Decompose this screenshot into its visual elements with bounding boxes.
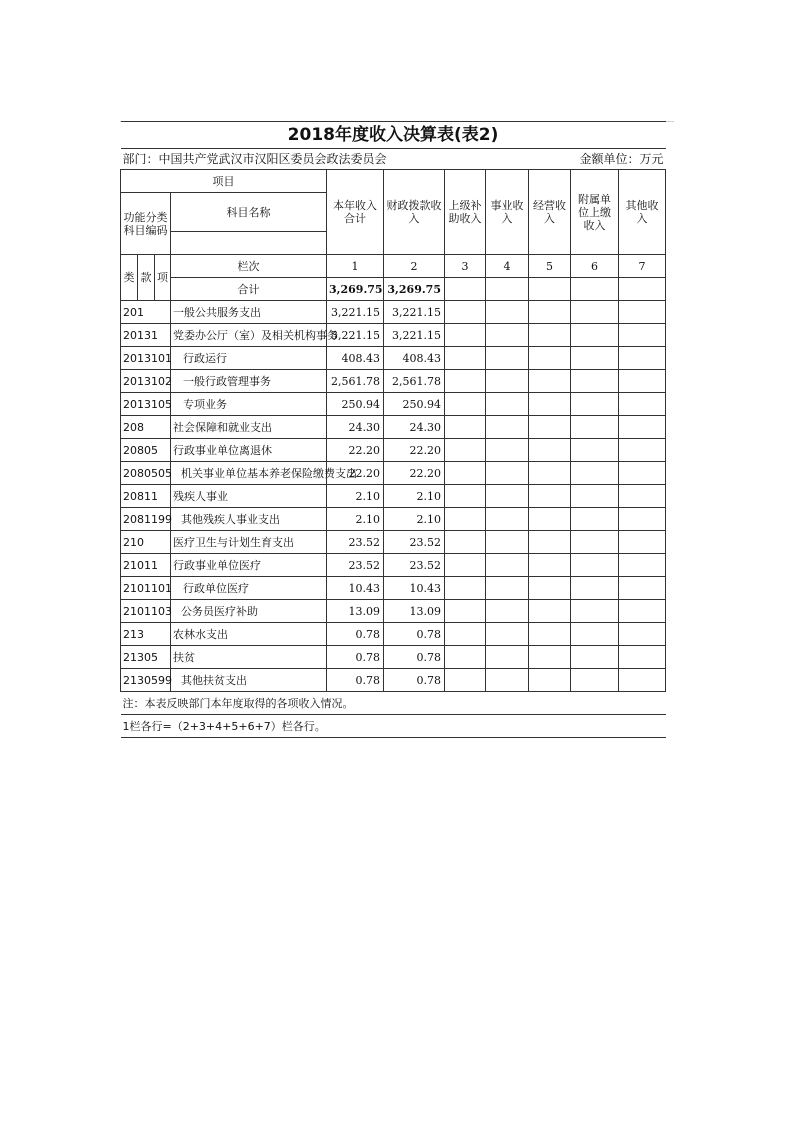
empty-cell [529,324,571,347]
empty-cell [486,370,529,393]
empty-cell [486,462,529,485]
row-code: 21011 [121,554,171,577]
header-lei: 类 [121,255,138,301]
income-table [120,121,666,738]
row-name: 行政事业单位医疗 [171,554,327,577]
empty-cell [571,347,619,370]
row-code: 2101103 [121,600,171,623]
empty-cell [529,301,571,324]
table-row [121,347,666,370]
row-code: 2080505 [121,462,171,485]
table-row [121,485,666,508]
empty-cell [619,531,666,554]
header-fiscal: 财政拨款收入 [384,170,445,255]
row-name: 医疗卫生与计划生育支出 [171,531,327,554]
row-code: 2013101 [121,347,171,370]
empty-cell [445,554,486,577]
row-total: 10.43 [327,577,384,600]
row-total: 0.78 [327,623,384,646]
row-total: 22.20 [327,462,384,485]
empty-cell [571,623,619,646]
row-total: 24.30 [327,416,384,439]
empty-cell [529,669,571,692]
table-row [121,623,666,646]
row-code: 20805 [121,439,171,462]
row-total: 23.52 [327,554,384,577]
column-number: 3 [445,255,486,278]
row-code: 208 [121,416,171,439]
empty-cell [529,439,571,462]
empty-cell [445,416,486,439]
row-code: 20811 [121,485,171,508]
row-fiscal: 408.43 [384,347,445,370]
row-fiscal: 0.78 [384,669,445,692]
row-fiscal: 2.10 [384,508,445,531]
empty-cell [445,439,486,462]
row-fiscal: 0.78 [384,623,445,646]
empty-cell [619,623,666,646]
row-code: 213 [121,623,171,646]
row-fiscal: 2,561.78 [384,370,445,393]
header-total: 本年收入合计 [327,170,384,255]
empty-cell [486,669,529,692]
empty-cell [619,301,666,324]
row-name: 其他扶贫支出 [171,669,327,692]
header-affiliated: 附属单位上缴收入 [571,170,619,255]
table-row [121,554,666,577]
empty-cell [486,508,529,531]
header-xiang: 项 [155,255,171,301]
total-row-fiscal: 3,269.75 [384,278,445,301]
empty-cell [619,462,666,485]
header-spacer [171,232,327,255]
empty-cell [619,347,666,370]
row-fiscal: 22.20 [384,462,445,485]
empty-cell [445,577,486,600]
row-code: 21305 [121,646,171,669]
empty-cell [445,324,486,347]
row-total: 2,561.78 [327,370,384,393]
column-number: 5 [529,255,571,278]
empty-cell [571,554,619,577]
empty-cell [529,646,571,669]
note-1: 注：本表反映部门本年度取得的各项收入情况。 [121,692,666,715]
header-business: 事业收入 [486,170,529,255]
empty-cell [529,278,571,301]
empty-cell [486,646,529,669]
empty-cell [486,623,529,646]
table-row [121,600,666,623]
empty-cell [486,600,529,623]
row-code: 210 [121,531,171,554]
empty-cell [619,577,666,600]
empty-cell [486,554,529,577]
empty-cell [445,600,486,623]
empty-cell [571,577,619,600]
empty-cell [571,278,619,301]
row-total: 408.43 [327,347,384,370]
faint-header-row [120,107,674,122]
table-row [121,646,666,669]
empty-cell [445,669,486,692]
table-row [121,531,666,554]
unit-label: 金额单位：万元 [579,151,664,166]
empty-cell [529,531,571,554]
row-name: 党委办公厅（室）及相关机构事务 [171,324,327,347]
row-name: 行政运行 [171,347,327,370]
empty-cell [529,577,571,600]
row-fiscal: 250.94 [384,393,445,416]
total-row-label: 合计 [171,278,327,301]
total-row-total: 3,269.75 [327,278,384,301]
empty-cell [571,531,619,554]
empty-cell [529,554,571,577]
empty-cell [529,508,571,531]
row-fiscal: 10.43 [384,577,445,600]
row-code: 2013102 [121,370,171,393]
empty-cell [445,301,486,324]
row-name: 一般公共服务支出 [171,301,327,324]
empty-cell [486,577,529,600]
row-total: 13.09 [327,600,384,623]
row-fiscal: 24.30 [384,416,445,439]
row-total: 22.20 [327,439,384,462]
column-number: 2 [384,255,445,278]
column-number: 6 [571,255,619,278]
row-name: 一般行政管理事务 [171,370,327,393]
empty-cell [529,416,571,439]
row-code: 2013105 [121,393,171,416]
row-fiscal: 13.09 [384,600,445,623]
table-row [121,324,666,347]
table-row [121,301,666,324]
empty-cell [486,301,529,324]
row-code: 2130599 [121,669,171,692]
empty-cell [486,485,529,508]
empty-cell [619,278,666,301]
row-name: 社会保障和就业支出 [171,416,327,439]
row-fiscal: 0.78 [384,646,445,669]
empty-cell [486,393,529,416]
empty-cell [619,416,666,439]
empty-cell [529,462,571,485]
empty-cell [571,439,619,462]
empty-cell [619,393,666,416]
empty-cell [445,508,486,531]
empty-cell [619,600,666,623]
empty-cell [529,393,571,416]
empty-cell [445,393,486,416]
header-func-code: 功能分类 科目编码 [121,193,171,255]
empty-cell [619,669,666,692]
empty-cell [529,485,571,508]
row-total: 3,221.15 [327,324,384,347]
empty-cell [445,646,486,669]
empty-cell [619,554,666,577]
empty-cell [529,623,571,646]
empty-cell [619,485,666,508]
empty-cell [571,324,619,347]
row-fiscal: 23.52 [384,554,445,577]
row-fiscal: 3,221.15 [384,301,445,324]
empty-cell [571,508,619,531]
row-total: 23.52 [327,531,384,554]
row-name: 行政事业单位离退休 [171,439,327,462]
row-fiscal: 3,221.15 [384,324,445,347]
empty-cell [571,301,619,324]
row-total: 250.94 [327,393,384,416]
empty-cell [445,278,486,301]
empty-cell [619,439,666,462]
row-name: 专项业务 [171,393,327,416]
row-name: 机关事业单位基本养老保险缴费支出 [171,462,327,485]
row-fiscal: 23.52 [384,531,445,554]
empty-cell [445,623,486,646]
row-name: 残疾人事业 [171,485,327,508]
empty-cell [445,370,486,393]
row-name: 其他残疾人事业支出 [171,508,327,531]
header-other: 其他收入 [619,170,666,255]
empty-cell [571,600,619,623]
table-row [121,508,666,531]
empty-cell [529,347,571,370]
table-row [121,393,666,416]
header-column-no: 栏次 [171,255,327,278]
table-row [121,462,666,485]
empty-cell [619,508,666,531]
table-row [121,577,666,600]
empty-cell [486,347,529,370]
spreadsheet-sheet [120,107,674,755]
empty-cell [571,669,619,692]
empty-cell [486,324,529,347]
table-row [121,416,666,439]
empty-cell [619,370,666,393]
department-label: 部门：中国共产党武汉市汉阳区委员会政法委员会 [122,151,387,166]
empty-cell [486,439,529,462]
row-total: 0.78 [327,669,384,692]
empty-cell [571,646,619,669]
row-code: 2081199 [121,508,171,531]
header-superior: 上级补助收入 [445,170,486,255]
row-total: 3,221.15 [327,301,384,324]
empty-cell [571,462,619,485]
empty-cell [571,416,619,439]
table-row [121,370,666,393]
empty-cell [619,324,666,347]
row-name: 农林水支出 [171,623,327,646]
table-title: 2018年度收入决算表(表2) [121,122,666,149]
header-item: 项目 [121,170,327,193]
table-row [121,439,666,462]
table-row [121,669,666,692]
empty-cell [445,347,486,370]
row-total: 0.78 [327,646,384,669]
empty-cell [529,370,571,393]
empty-cell [445,531,486,554]
note-2: 1栏各行=（2+3+4+5+6+7）栏各行。 [121,715,666,738]
column-number: 7 [619,255,666,278]
row-fiscal: 22.20 [384,439,445,462]
header-kuan: 款 [138,255,155,301]
empty-cell [571,485,619,508]
row-code: 2101101 [121,577,171,600]
empty-cell [486,416,529,439]
empty-cell [445,485,486,508]
row-name: 公务员医疗补助 [171,600,327,623]
empty-cell [486,531,529,554]
empty-cell [571,393,619,416]
row-name: 行政单位医疗 [171,577,327,600]
row-code: 201 [121,301,171,324]
row-total: 2.10 [327,485,384,508]
row-fiscal: 2.10 [384,485,445,508]
row-code: 20131 [121,324,171,347]
row-total: 2.10 [327,508,384,531]
empty-cell [486,278,529,301]
header-operating: 经营收入 [529,170,571,255]
column-number: 1 [327,255,384,278]
empty-cell [445,462,486,485]
empty-cell [619,646,666,669]
header-subject-name: 科目名称 [171,193,327,232]
empty-cell [571,370,619,393]
empty-cell [529,600,571,623]
column-number: 4 [486,255,529,278]
row-name: 扶贫 [171,646,327,669]
